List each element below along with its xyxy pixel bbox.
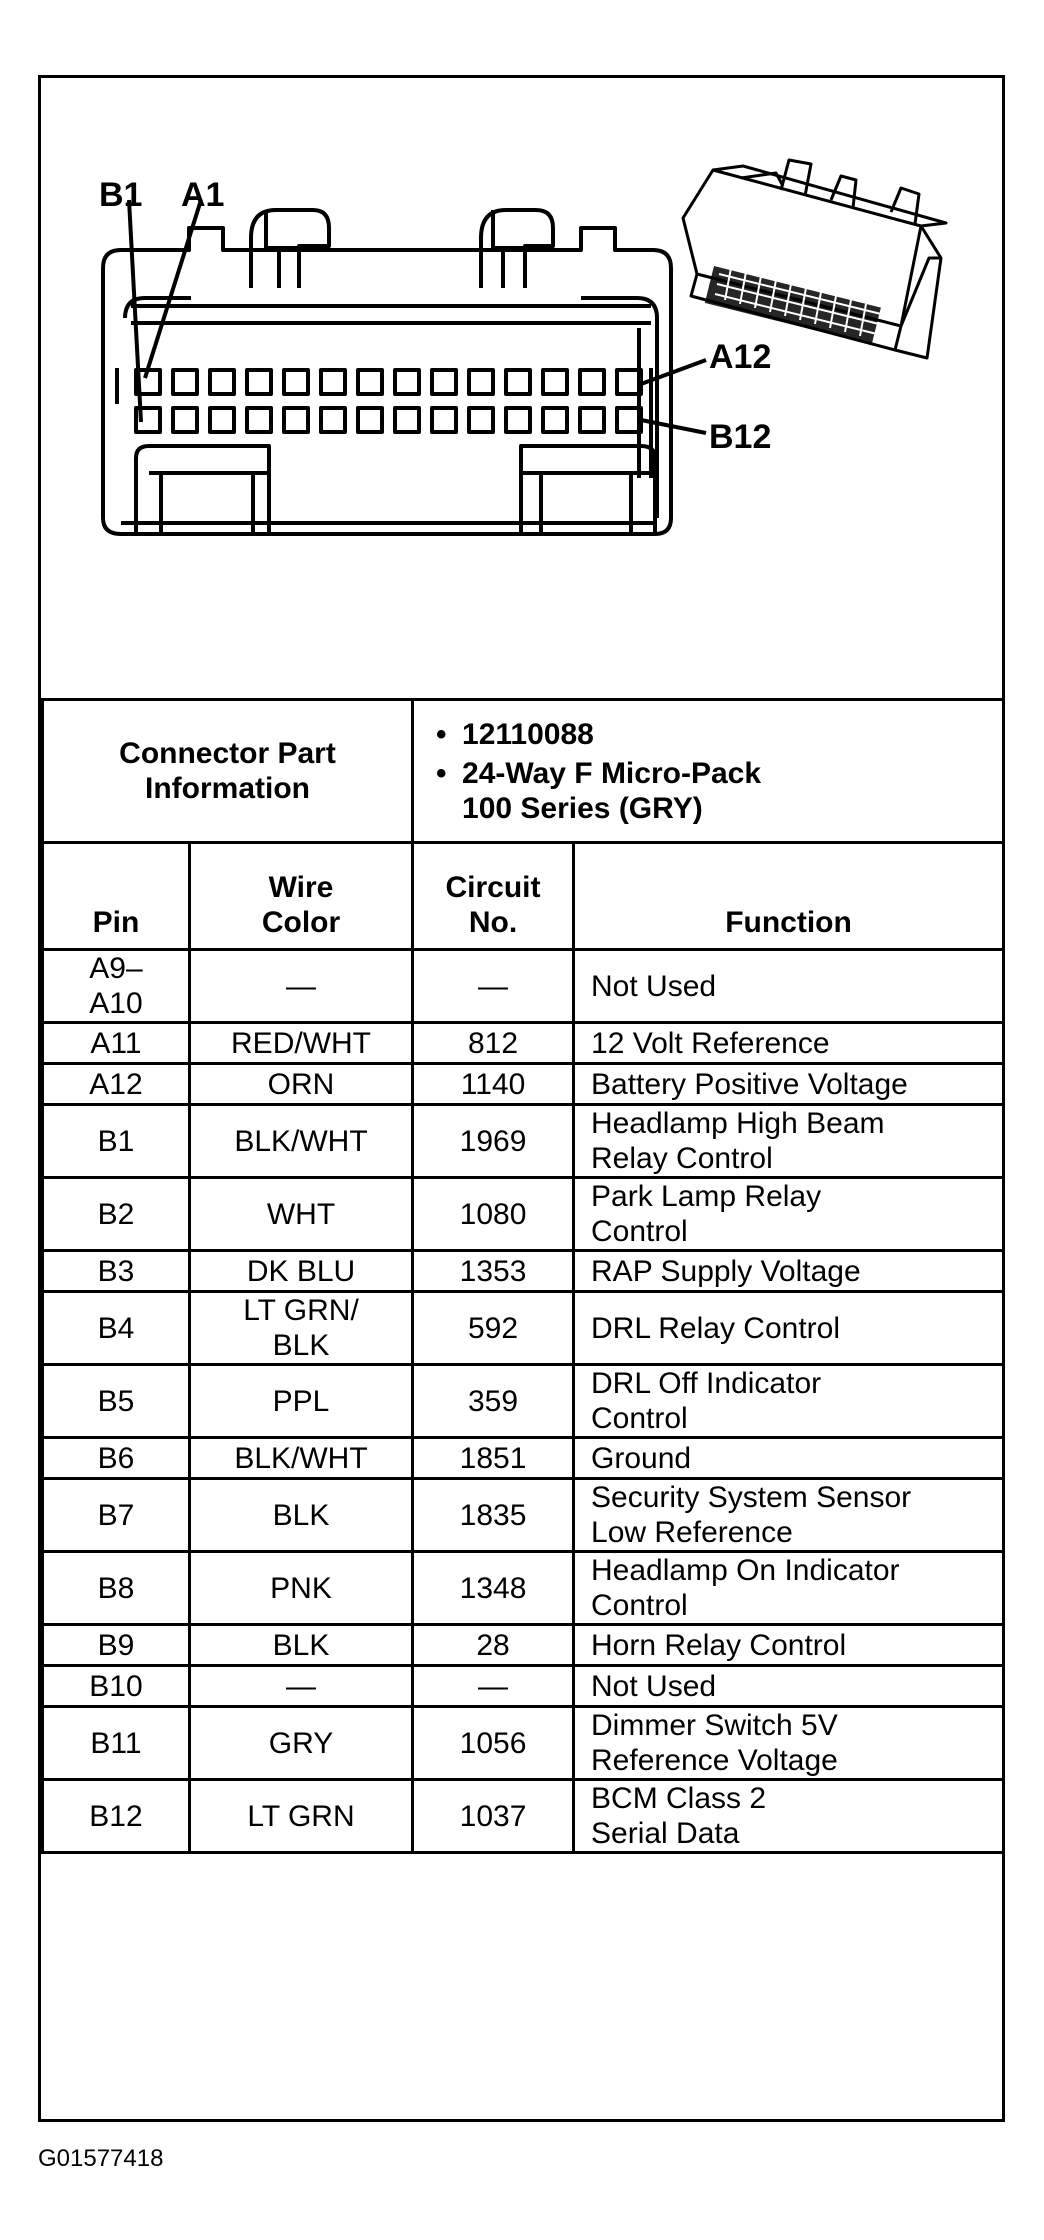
pin-row-b (136, 408, 641, 432)
figure-code: G01577418 (38, 2145, 164, 2172)
circuit-cell: 1037 (413, 1780, 574, 1853)
function-column-header: Function (574, 843, 1004, 950)
wire-color-cell: LT GRN/ BLK (190, 1292, 413, 1365)
wire-color-cell: LT GRN (190, 1780, 413, 1853)
table-row (43, 1707, 1004, 1780)
pinout-table (41, 698, 1005, 1854)
table-row (43, 1178, 1004, 1251)
connector-part-info-row (43, 700, 1004, 843)
table-row (43, 1365, 1004, 1438)
wire-color-cell: — (190, 1666, 413, 1707)
table-row (43, 1780, 1004, 1853)
pin-cell: A11 (43, 1023, 190, 1064)
circuit-cell: 1140 (413, 1064, 574, 1105)
b1-pin-label: B1 (99, 176, 143, 214)
function-cell: DRL Off Indicator Control (574, 1365, 1004, 1438)
circuit-cell: 1348 (413, 1552, 574, 1625)
table-row (43, 1064, 1004, 1105)
pin-cell: B11 (43, 1707, 190, 1780)
pin-cell: B4 (43, 1292, 190, 1365)
pin-cell: B12 (43, 1780, 190, 1853)
circuit-cell: 1056 (413, 1707, 574, 1780)
circuit-column-header: Circuit No. (413, 843, 574, 950)
function-cell: Security System Sensor Low Reference (574, 1479, 1004, 1552)
left-bottom-tab (136, 446, 269, 534)
circuit-cell: 359 (413, 1365, 574, 1438)
circuit-cell: 1080 (413, 1178, 574, 1251)
part-info-title: Connector Part Information (119, 737, 336, 805)
function-cell: Not Used (574, 950, 1004, 1023)
function-cell: Ground (574, 1438, 1004, 1479)
wire-color-cell: PNK (190, 1552, 413, 1625)
function-cell: DRL Relay Control (574, 1292, 1004, 1365)
function-cell: RAP Supply Voltage (574, 1251, 1004, 1292)
function-cell: Headlamp On Indicator Control (574, 1552, 1004, 1625)
function-cell: Headlamp High Beam Relay Control (574, 1105, 1004, 1178)
pin-column-header: Pin (43, 843, 190, 950)
table-row (43, 1479, 1004, 1552)
pin-cell: B1 (43, 1105, 190, 1178)
circuit-cell: 28 (413, 1625, 574, 1666)
b12-pin-label: B12 (709, 418, 772, 456)
table-header-row (43, 843, 1004, 950)
function-cell: Not Used (574, 1666, 1004, 1707)
pin-cell: A12 (43, 1064, 190, 1105)
circuit-cell: 1835 (413, 1479, 574, 1552)
right-bottom-tab (521, 446, 655, 534)
function-cell: Dimmer Switch 5V Reference Voltage (574, 1707, 1004, 1780)
wire-color-cell: BLK/WHT (190, 1438, 413, 1479)
circuit-cell: 1851 (413, 1438, 574, 1479)
circuit-cell: — (413, 950, 574, 1023)
part-description: • 24-Way F Micro-Pack 100 Series (GRY) (436, 756, 1002, 826)
part-info-details-cell (413, 700, 1004, 843)
wire-color-cell: DK BLU (190, 1251, 413, 1292)
a1-leader-line (145, 200, 201, 378)
table-row (43, 1438, 1004, 1479)
pin-cell: B3 (43, 1251, 190, 1292)
a12-pin-label: A12 (709, 338, 772, 376)
circuit-cell: 592 (413, 1292, 574, 1365)
table-row (43, 1251, 1004, 1292)
function-cell: Park Lamp Relay Control (574, 1178, 1004, 1251)
a1-pin-label: A1 (181, 176, 225, 214)
table-row (43, 1292, 1004, 1365)
function-cell: Battery Positive Voltage (574, 1064, 1004, 1105)
pin-rows (43, 950, 1004, 1853)
part-info-title-cell (43, 700, 413, 843)
wire-color-cell: BLK/WHT (190, 1105, 413, 1178)
function-cell: Horn Relay Control (574, 1625, 1004, 1666)
connector-sheet (38, 75, 1005, 2122)
table-row (43, 1105, 1004, 1178)
pin-row-a (136, 370, 641, 394)
connector-face-drawing (41, 78, 1002, 698)
connector-isometric-view (683, 160, 946, 358)
wire-color-cell: BLK (190, 1479, 413, 1552)
pin-cell: B5 (43, 1365, 190, 1438)
table-row (43, 1023, 1004, 1064)
connector-body-outline (103, 228, 671, 534)
pin-cell: B9 (43, 1625, 190, 1666)
table-row (43, 1666, 1004, 1707)
part-number: • 12110088 (436, 717, 1002, 752)
pin-cell: B8 (43, 1552, 190, 1625)
wire-color-column-header: Wire Color (190, 843, 413, 950)
wire-color-cell: BLK (190, 1625, 413, 1666)
circuit-cell: 1353 (413, 1251, 574, 1292)
pin-cell: B6 (43, 1438, 190, 1479)
wire-color-cell: GRY (190, 1707, 413, 1780)
wire-color-cell: ORN (190, 1064, 413, 1105)
part-info-list (414, 717, 1002, 826)
pin-cell: B10 (43, 1666, 190, 1707)
table-row (43, 1625, 1004, 1666)
wire-color-cell: PPL (190, 1365, 413, 1438)
wire-color-cell: WHT (190, 1178, 413, 1251)
function-cell: 12 Volt Reference (574, 1023, 1004, 1064)
circuit-cell: 812 (413, 1023, 574, 1064)
function-cell: BCM Class 2 Serial Data (574, 1780, 1004, 1853)
table-row (43, 1552, 1004, 1625)
wire-color-cell: RED/WHT (190, 1023, 413, 1064)
connector-diagram-panel (41, 78, 1002, 701)
pin-cell: A9– A10 (43, 950, 190, 1023)
table-row (43, 950, 1004, 1023)
pin-cell: B7 (43, 1479, 190, 1552)
circuit-cell: — (413, 1666, 574, 1707)
pin-cell: B2 (43, 1178, 190, 1251)
circuit-cell: 1969 (413, 1105, 574, 1178)
connector-inner-outline (125, 298, 657, 518)
wire-color-cell: — (190, 950, 413, 1023)
